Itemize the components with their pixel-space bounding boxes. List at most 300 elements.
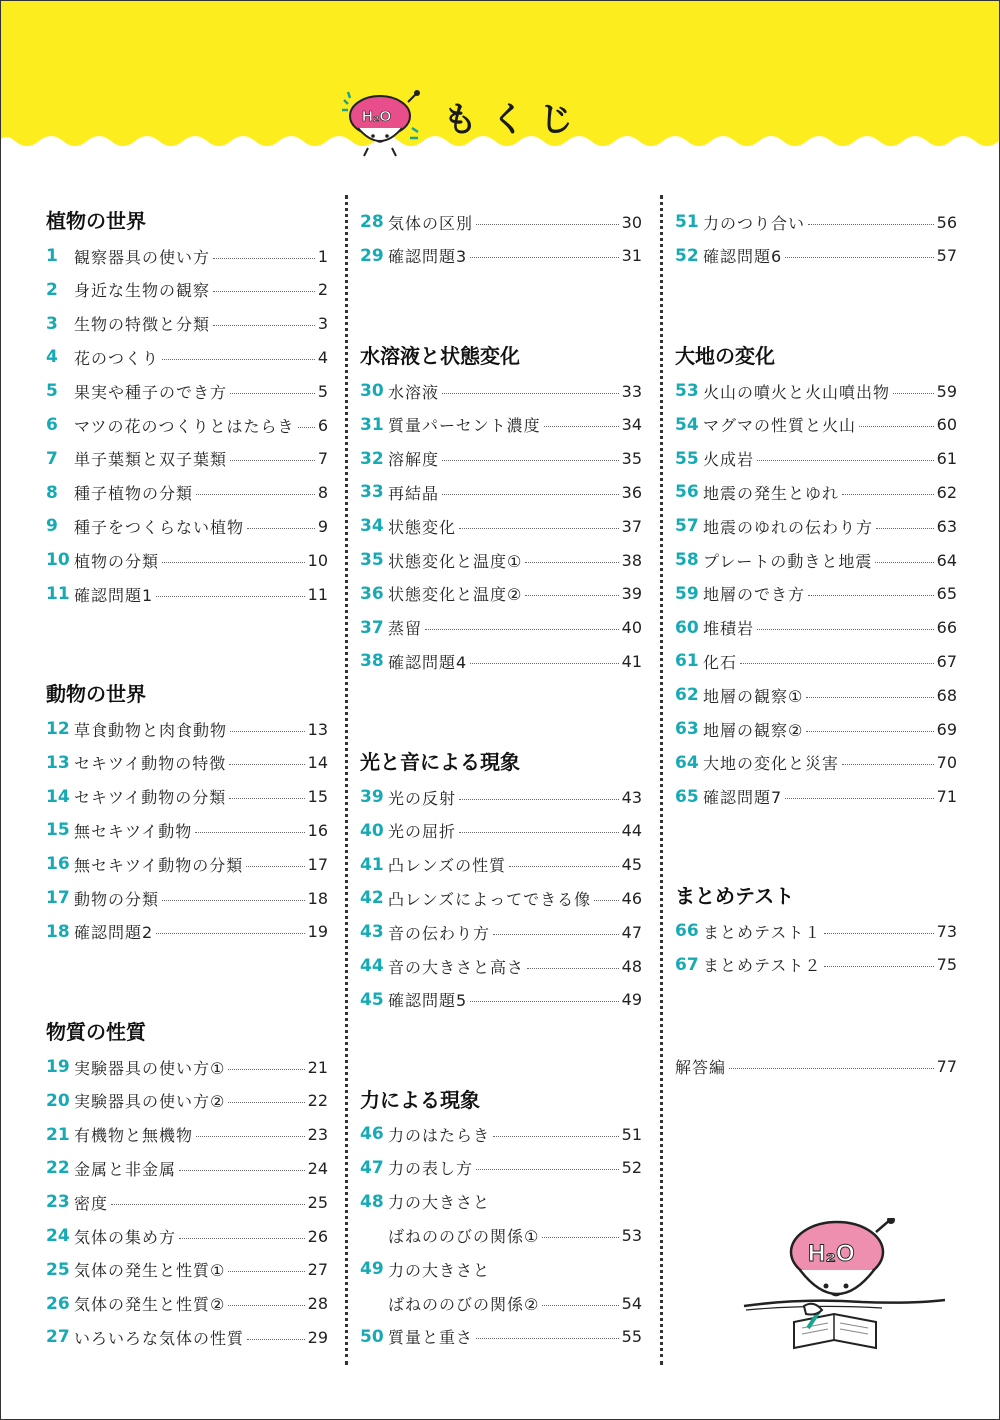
toc-entry[interactable] bbox=[675, 784, 957, 810]
toc-entry[interactable] bbox=[46, 817, 328, 843]
entry-number: 5 bbox=[46, 381, 58, 402]
page-number: 68 bbox=[936, 685, 957, 705]
section-title: 水溶液と状態変化 bbox=[360, 344, 520, 368]
dot-leader bbox=[196, 1136, 305, 1137]
dot-leader bbox=[229, 798, 304, 799]
entry-title: 確認問題5 bbox=[388, 991, 468, 1011]
entry-title: 確認問題7 bbox=[703, 788, 783, 808]
toc-entry[interactable] bbox=[360, 209, 642, 235]
entry-number: 50 bbox=[360, 1326, 384, 1347]
dot-leader bbox=[527, 968, 619, 969]
section-title: 動物の世界 bbox=[46, 682, 146, 706]
dot-leader bbox=[842, 494, 934, 495]
dot-leader bbox=[875, 562, 933, 563]
entry-number: 43 bbox=[360, 922, 384, 943]
entry-number: 23 bbox=[46, 1192, 70, 1213]
page-number: 28 bbox=[307, 1294, 328, 1314]
toc-entry[interactable] bbox=[46, 750, 328, 776]
entry-number: 44 bbox=[360, 956, 384, 976]
page-number: 64 bbox=[936, 550, 957, 570]
entry-title: いろいろな気体の性質 bbox=[74, 1328, 245, 1348]
toc-entry[interactable] bbox=[46, 1324, 328, 1350]
entry-number: 53 bbox=[675, 381, 699, 401]
dot-leader bbox=[459, 528, 619, 529]
dot-leader bbox=[195, 832, 304, 833]
section-title: 力による現象 bbox=[360, 1088, 480, 1112]
dot-leader bbox=[808, 224, 934, 225]
entry-number: 16 bbox=[46, 854, 70, 875]
entry-title: 花のつくり bbox=[74, 348, 160, 368]
toc-entry[interactable] bbox=[360, 784, 642, 810]
entry-number: 8 bbox=[46, 482, 58, 503]
toc-entry[interactable] bbox=[46, 1088, 328, 1114]
toc-entry[interactable] bbox=[46, 446, 328, 472]
entry-title: 地層の観察② bbox=[703, 720, 804, 740]
column-divider bbox=[345, 195, 348, 1365]
toc-entry[interactable] bbox=[360, 1155, 642, 1181]
page-number: 35 bbox=[621, 449, 642, 469]
entry-title: 気体の発生と性質② bbox=[74, 1295, 226, 1315]
toc-entry[interactable] bbox=[360, 513, 642, 539]
entry-number: 25 bbox=[46, 1259, 70, 1280]
entry-title: 確認問題6 bbox=[703, 247, 783, 267]
dot-leader bbox=[806, 697, 933, 698]
toc-entry[interactable] bbox=[360, 1324, 642, 1350]
entry-title: 溶解度 bbox=[388, 450, 440, 470]
toc-entry[interactable] bbox=[46, 243, 328, 269]
entry-number: 7 bbox=[46, 448, 58, 469]
toc-entry[interactable] bbox=[46, 1291, 328, 1317]
entry-number: 30 bbox=[360, 381, 384, 401]
entry-number: 29 bbox=[360, 245, 384, 266]
entry-number: 52 bbox=[675, 245, 699, 266]
toc-entry[interactable] bbox=[46, 1122, 328, 1148]
entry-number: 15 bbox=[46, 820, 70, 841]
entry-title: 解答編 bbox=[675, 1057, 727, 1077]
page-number: 2 bbox=[317, 280, 328, 300]
dot-leader bbox=[247, 528, 315, 529]
entry-title: 確認問題4 bbox=[388, 652, 468, 672]
dot-leader bbox=[893, 393, 934, 394]
dot-leader bbox=[196, 494, 315, 495]
entry-title: 地震のゆれの伝わり方 bbox=[703, 517, 874, 537]
toc-entry[interactable] bbox=[675, 513, 957, 539]
entry-title: マツの花のつくりとはたらき bbox=[74, 416, 295, 436]
toc-entry[interactable] bbox=[675, 446, 957, 472]
entry-number: 66 bbox=[675, 921, 699, 941]
toc-entry[interactable] bbox=[360, 378, 642, 404]
page-number: 52 bbox=[621, 1158, 642, 1178]
entry-number: 14 bbox=[46, 786, 70, 807]
toc-entry[interactable] bbox=[46, 1054, 328, 1080]
entry-title: 力の大きさと bbox=[388, 1260, 491, 1280]
page-number: 62 bbox=[936, 482, 957, 502]
entry-number: 35 bbox=[360, 550, 384, 570]
section-title: 物質の性質 bbox=[46, 1020, 146, 1044]
entry-title: 種子をつくらない植物 bbox=[74, 517, 245, 537]
toc-entry[interactable] bbox=[360, 1256, 642, 1282]
entry-title: プレートの動きと地震 bbox=[703, 551, 873, 571]
page-number: 67 bbox=[936, 651, 957, 671]
page-number: 46 bbox=[621, 888, 642, 908]
entry-number: 27 bbox=[46, 1327, 70, 1348]
entry-title: 化石 bbox=[703, 652, 738, 672]
entry-title: 有機物と無機物 bbox=[74, 1126, 194, 1146]
entry-title: まとめテスト２ bbox=[703, 956, 822, 976]
page-number: 73 bbox=[936, 921, 957, 941]
entry-title: 状態変化 bbox=[388, 517, 457, 537]
page-number: 4 bbox=[317, 347, 328, 367]
dot-leader bbox=[757, 629, 934, 630]
page-number: 34 bbox=[621, 415, 642, 435]
toc-entry[interactable] bbox=[46, 344, 328, 370]
toc-entry[interactable] bbox=[360, 547, 642, 573]
page-number: 11 bbox=[307, 584, 328, 604]
toc-entry[interactable] bbox=[675, 716, 957, 742]
page-number: 77 bbox=[936, 1056, 957, 1076]
dot-leader bbox=[230, 460, 315, 461]
entry-number: 47 bbox=[360, 1157, 384, 1178]
entry-title: 生物の特徴と分類 bbox=[74, 315, 211, 335]
dot-leader bbox=[493, 934, 619, 935]
toc-entry[interactable] bbox=[46, 1155, 328, 1181]
toc-entry[interactable] bbox=[46, 919, 328, 945]
page-number: 48 bbox=[621, 956, 642, 976]
entry-title: 果実や種子のでき方 bbox=[74, 382, 228, 402]
entry-number: 41 bbox=[360, 854, 384, 875]
toc-entry[interactable] bbox=[46, 277, 328, 303]
toc-entry[interactable] bbox=[360, 1121, 642, 1147]
dot-leader bbox=[859, 426, 934, 427]
page-number: 8 bbox=[317, 483, 328, 503]
entry-number: 57 bbox=[675, 516, 699, 537]
entry-number: 42 bbox=[360, 888, 384, 909]
entry-number: 13 bbox=[46, 752, 70, 773]
page-number: 15 bbox=[307, 787, 328, 807]
entry-title: 力のはたらき bbox=[388, 1125, 491, 1145]
page-number: 51 bbox=[621, 1124, 642, 1144]
toc-entry[interactable] bbox=[675, 648, 957, 674]
page-number: 24 bbox=[307, 1158, 328, 1178]
dot-leader bbox=[542, 1237, 618, 1238]
entry-title: 植物の分類 bbox=[74, 551, 160, 571]
page-number: 26 bbox=[307, 1226, 328, 1246]
entry-title: セキツイ動物の特徴 bbox=[74, 754, 227, 774]
entry-title: 金属と非金属 bbox=[74, 1159, 177, 1179]
toc-entry[interactable] bbox=[360, 987, 642, 1013]
mascot-cap-label: H₂O bbox=[808, 1240, 855, 1267]
entry-title: セキツイ動物の分類 bbox=[74, 788, 227, 808]
entry-number: 20 bbox=[46, 1090, 70, 1111]
entry-title: 光の屈折 bbox=[388, 822, 457, 842]
page-number: 65 bbox=[936, 584, 957, 604]
entry-title: 気体の集め方 bbox=[74, 1227, 177, 1247]
dot-leader bbox=[213, 325, 315, 326]
toc-entry[interactable] bbox=[675, 479, 957, 505]
entry-title: 状態変化と温度① bbox=[388, 551, 523, 571]
page-number: 60 bbox=[936, 415, 957, 435]
page-number: 13 bbox=[307, 719, 328, 739]
entry-number: 2 bbox=[46, 279, 58, 300]
toc-entry[interactable] bbox=[46, 716, 328, 742]
toc-entry[interactable] bbox=[360, 818, 642, 844]
toc-entry[interactable] bbox=[360, 1189, 642, 1215]
dot-leader bbox=[544, 426, 619, 427]
entry-number: 11 bbox=[46, 584, 70, 604]
dot-leader bbox=[162, 359, 315, 360]
entry-title: 実験器具の使い方① bbox=[74, 1058, 226, 1078]
page-number: 56 bbox=[936, 212, 957, 232]
entry-title: ばねののびの関係② bbox=[388, 1294, 540, 1314]
entry-title: 実験器具の使い方② bbox=[74, 1092, 226, 1112]
toc-entry[interactable] bbox=[46, 851, 328, 877]
entry-title: 密度 bbox=[74, 1193, 109, 1213]
dot-leader bbox=[808, 595, 934, 596]
entry-title: 力の大きさと bbox=[388, 1193, 491, 1213]
page-number: 39 bbox=[621, 584, 642, 604]
entry-title: 観察器具の使い方 bbox=[74, 247, 211, 267]
entry-number: 60 bbox=[675, 617, 699, 638]
page-number: 53 bbox=[621, 1225, 642, 1245]
entry-title: 単子葉類と双子葉類 bbox=[74, 450, 228, 470]
entry-number: 31 bbox=[360, 414, 384, 435]
entry-number: 33 bbox=[360, 482, 384, 503]
toc-entry[interactable] bbox=[675, 209, 957, 235]
toc-entry[interactable] bbox=[360, 852, 642, 878]
entry-title: 大地の変化と災害 bbox=[703, 754, 840, 774]
section-title: 大地の変化 bbox=[675, 344, 775, 368]
entry-number: 58 bbox=[675, 550, 699, 570]
entry-number: 36 bbox=[360, 583, 384, 604]
page-number: 38 bbox=[621, 550, 642, 570]
dot-leader bbox=[476, 224, 619, 225]
page-number: 3 bbox=[317, 314, 328, 334]
entry-title: 確認問題2 bbox=[74, 923, 154, 943]
entry-title: 力のつり合い bbox=[703, 213, 806, 233]
dot-leader bbox=[470, 1001, 618, 1002]
dot-leader bbox=[230, 393, 315, 394]
toc-entry[interactable] bbox=[46, 547, 328, 573]
dot-leader bbox=[229, 764, 304, 765]
page-number: 14 bbox=[307, 753, 328, 773]
toc-entry[interactable] bbox=[360, 885, 642, 911]
toc-entry[interactable] bbox=[360, 648, 642, 674]
dot-leader bbox=[425, 629, 619, 630]
toc-entry[interactable] bbox=[46, 1223, 328, 1249]
toc-entry[interactable] bbox=[46, 784, 328, 810]
dot-leader bbox=[476, 1338, 619, 1339]
toc-entry[interactable] bbox=[675, 952, 957, 978]
page-number: 29 bbox=[307, 1327, 328, 1347]
dot-leader bbox=[493, 1136, 619, 1137]
page-number: 16 bbox=[307, 820, 328, 840]
page-number: 7 bbox=[317, 449, 328, 469]
entry-number: 63 bbox=[675, 719, 699, 739]
page-number: 75 bbox=[936, 955, 957, 975]
page-number: 44 bbox=[621, 821, 642, 841]
toc-entry[interactable] bbox=[675, 682, 957, 708]
page-number: 5 bbox=[317, 381, 328, 401]
toc-entry[interactable] bbox=[46, 1257, 328, 1283]
toc-entry[interactable] bbox=[675, 615, 957, 641]
toc-entry[interactable] bbox=[360, 581, 642, 607]
dot-leader bbox=[824, 966, 933, 967]
dot-leader bbox=[806, 731, 933, 732]
entry-title: 気体の発生と性質① bbox=[74, 1261, 226, 1281]
toc-entry[interactable] bbox=[360, 479, 642, 505]
entry-title: 凸レンズによってできる像 bbox=[388, 889, 592, 909]
dot-leader bbox=[740, 663, 934, 664]
dot-leader bbox=[213, 291, 315, 292]
toc-entry[interactable] bbox=[675, 1053, 957, 1079]
entry-title: 状態変化と温度② bbox=[388, 585, 523, 605]
entry-number: 34 bbox=[360, 516, 384, 537]
entry-title: 無セキツイ動物の分類 bbox=[74, 855, 244, 875]
entry-title: 無セキツイ動物 bbox=[74, 821, 193, 841]
page-number: 27 bbox=[307, 1260, 328, 1280]
toc-entry[interactable] bbox=[46, 412, 328, 438]
entry-number: 59 bbox=[675, 583, 699, 604]
dot-leader bbox=[179, 1238, 305, 1239]
toc-entry[interactable] bbox=[46, 581, 328, 607]
dot-leader bbox=[246, 866, 304, 867]
entry-number: 56 bbox=[675, 482, 699, 503]
dot-leader bbox=[785, 257, 933, 258]
dot-leader bbox=[442, 494, 619, 495]
page-number: 1 bbox=[317, 246, 328, 266]
dot-leader bbox=[162, 562, 305, 563]
toc-entry[interactable] bbox=[675, 412, 957, 438]
entry-title: 身近な生物の観察 bbox=[74, 281, 211, 301]
toc-entry[interactable] bbox=[675, 378, 957, 404]
entry-title: 凸レンズの性質 bbox=[388, 856, 507, 876]
dot-leader bbox=[509, 866, 619, 867]
toc-entry[interactable] bbox=[675, 547, 957, 573]
page-number: 10 bbox=[307, 550, 328, 570]
entry-title: 火成岩 bbox=[703, 450, 755, 470]
mascot-header-icon bbox=[338, 88, 428, 158]
page-number: 21 bbox=[307, 1057, 328, 1077]
dot-leader bbox=[525, 595, 618, 596]
page-number: 30 bbox=[621, 212, 642, 232]
entry-number: 24 bbox=[46, 1226, 70, 1246]
entry-number: 61 bbox=[675, 651, 699, 672]
entry-number: 45 bbox=[360, 989, 384, 1010]
dot-leader bbox=[459, 799, 619, 800]
entry-number: 48 bbox=[360, 1191, 384, 1212]
toc-entry[interactable] bbox=[360, 412, 642, 438]
toc-entry[interactable] bbox=[360, 919, 642, 945]
page-number: 69 bbox=[936, 719, 957, 739]
toc-entry[interactable] bbox=[46, 480, 328, 506]
dot-leader bbox=[228, 1305, 304, 1306]
page-number: 6 bbox=[317, 415, 328, 435]
column-divider bbox=[660, 195, 663, 1365]
toc-entry[interactable] bbox=[675, 750, 957, 776]
entry-title: 動物の分類 bbox=[74, 889, 160, 909]
toc-entry[interactable] bbox=[46, 311, 328, 337]
toc-entry[interactable] bbox=[360, 615, 642, 641]
dot-leader bbox=[476, 1169, 619, 1170]
dot-leader bbox=[228, 1102, 304, 1103]
dot-leader bbox=[247, 1339, 305, 1340]
page-number: 47 bbox=[621, 922, 642, 942]
entry-title: 種子植物の分類 bbox=[74, 484, 194, 504]
toc-entry[interactable] bbox=[675, 243, 957, 269]
page-number: 19 bbox=[307, 922, 328, 942]
entry-number: 28 bbox=[360, 212, 384, 232]
toc-entry[interactable] bbox=[360, 446, 642, 472]
entry-title: 火山の噴火と火山噴出物 bbox=[703, 382, 891, 402]
dot-leader bbox=[459, 832, 619, 833]
page-number: 59 bbox=[936, 381, 957, 401]
entry-number: 4 bbox=[46, 347, 58, 368]
entry-number: 9 bbox=[46, 516, 58, 537]
entry-title: 草食動物と肉食動物 bbox=[74, 720, 228, 740]
entry-title: 音の大きさと高さ bbox=[388, 957, 525, 977]
page-number: 43 bbox=[621, 787, 642, 807]
entry-number: 39 bbox=[360, 787, 384, 807]
dot-leader bbox=[228, 1069, 304, 1070]
entry-number: 54 bbox=[675, 414, 699, 435]
entry-number: 3 bbox=[46, 313, 58, 334]
entry-number: 32 bbox=[360, 448, 384, 469]
page-number: 36 bbox=[621, 482, 642, 502]
dot-leader bbox=[111, 1204, 305, 1205]
entry-number: 67 bbox=[675, 954, 699, 975]
entry-number: 62 bbox=[675, 685, 699, 706]
toc-entry[interactable] bbox=[360, 1290, 642, 1316]
entry-title: 質量パーセント濃度 bbox=[388, 416, 541, 436]
toc-entry[interactable] bbox=[675, 918, 957, 944]
page-number: 33 bbox=[621, 381, 642, 401]
entry-title: 堆積岩 bbox=[703, 619, 755, 639]
toc-entry[interactable] bbox=[46, 1189, 328, 1215]
page-number: 9 bbox=[317, 516, 328, 536]
toc-entry[interactable] bbox=[360, 243, 642, 269]
page-number: 23 bbox=[307, 1125, 328, 1145]
page-number: 40 bbox=[621, 618, 642, 638]
entry-number: 1 bbox=[46, 246, 58, 266]
page-number: 55 bbox=[621, 1327, 642, 1347]
toc-entry[interactable] bbox=[360, 1222, 642, 1248]
entry-title: 水溶液 bbox=[388, 382, 440, 402]
toc-entry[interactable] bbox=[675, 581, 957, 607]
entry-title: 蒸留 bbox=[388, 619, 423, 639]
section-title: 植物の世界 bbox=[46, 209, 146, 233]
entry-title: 質量と重さ bbox=[388, 1328, 474, 1348]
entry-title: 確認問題1 bbox=[74, 585, 154, 605]
entry-title: 地層のでき方 bbox=[703, 585, 806, 605]
toc-entry[interactable] bbox=[360, 953, 642, 979]
page-number: 70 bbox=[936, 753, 957, 773]
page-number: 63 bbox=[936, 516, 957, 536]
page-number: 17 bbox=[307, 854, 328, 874]
page-number: 31 bbox=[621, 246, 642, 266]
entry-number: 19 bbox=[46, 1057, 70, 1077]
entry-number: 38 bbox=[360, 651, 384, 672]
page-number: 49 bbox=[621, 990, 642, 1010]
entry-title: マグマの性質と火山 bbox=[703, 416, 857, 436]
entry-number: 26 bbox=[46, 1293, 70, 1314]
entry-number: 17 bbox=[46, 888, 70, 908]
page-number: 45 bbox=[621, 855, 642, 875]
toc-entry[interactable] bbox=[46, 513, 328, 539]
toc-entry[interactable] bbox=[46, 378, 328, 404]
page-number: 54 bbox=[621, 1293, 642, 1313]
page-number: 66 bbox=[936, 618, 957, 638]
toc-entry[interactable] bbox=[46, 885, 328, 911]
